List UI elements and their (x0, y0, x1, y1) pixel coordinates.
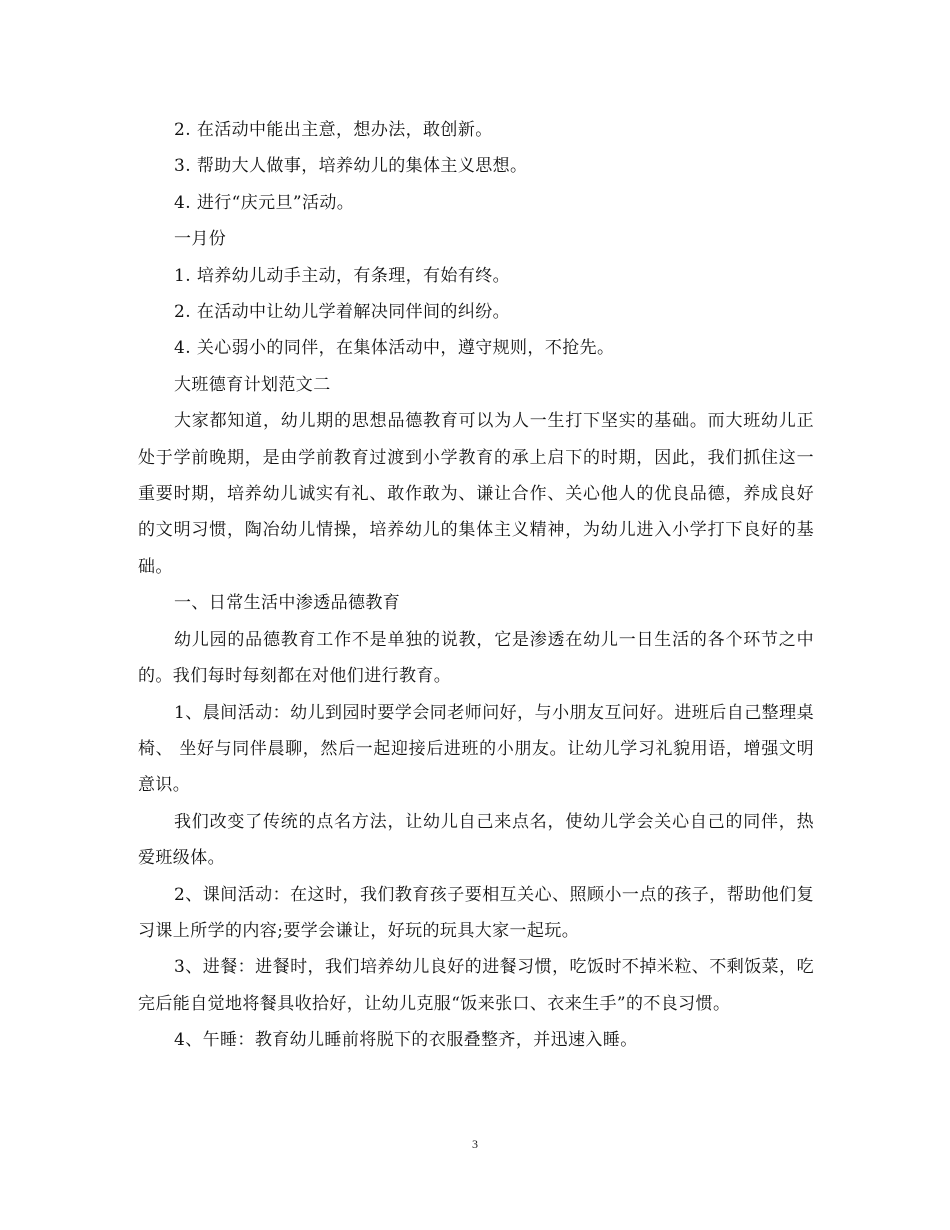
section-heading: 一、日常生活中渗透品德教育 (174, 593, 401, 614)
paragraph: 4、午睡：教育幼儿睡前将脱下的衣服叠整齐，并迅速入睡。 (174, 1030, 638, 1051)
document-body (138, 112, 814, 1059)
paragraph: 1、晨间活动：幼儿到园时要学会同老师问好，与小朋友互问好。进班后自己整理桌椅、 坐好与同伴晨聊，然后一起迎接后进班的小朋友。让幼儿学习礼貌用语，增强文明意识。 (138, 702, 814, 796)
paragraph: 2. 在活动中能出主意，想办法，敢创新。 (174, 120, 493, 140)
paragraph: 1. 培养幼儿动手主动，有条理，有始有终。 (174, 265, 511, 286)
page-number: 3 (472, 1137, 478, 1151)
paragraph: 我们改变了传统的点名方法，让幼儿自己来点名，使幼儿学会关心自己的同伴，热爱班级体。 (138, 811, 814, 869)
paragraph: 幼儿园的品德教育工作不是单独的说教，它是渗透在幼儿一日生活的各个环节之中的。我们每时每刻都在对他们进行教育。 (138, 629, 814, 687)
paragraph: 4. 进行“庆元旦”活动。 (174, 192, 355, 213)
section-heading: 一月份 (174, 229, 227, 250)
section-heading: 大班德育计划范文二 (174, 374, 331, 395)
paragraph: 2. 在活动中让幼儿学着解决同伴间的纠纷。 (174, 302, 511, 323)
paragraph: 3、进餐：进餐时，我们培养幼儿良好的进餐习惯，吃饭时不掉米粒、不剩饭菜，吃完后能自觉地将餐具收拾好，让幼儿克服“饭来张口、衣来生手”的不良习惯。 (138, 957, 814, 1014)
paragraph: 3. 帮助大人做事，培养幼儿的集体主义思想。 (174, 156, 528, 177)
paragraph: 4. 关心弱小的同伴，在集体活动中，遵守规则，不抢先。 (174, 338, 615, 359)
paragraph: 2、课间活动：在这时，我们教育孩子要相互关心、照顾小一点的孩子，帮助他们复习课上所学的内容;要学会谦让，好玩的玩具大家一起玩。 (138, 884, 814, 941)
paragraph: 大家都知道，幼儿期的思想品德教育可以为人一生打下坚实的基础。而大班幼儿正处于学前晚期，是由学前教育过渡到小学教育的承上启下的时期，因此，我们抓住这一重要时期，培养幼儿诚实有礼、敢作敢为、谦让合作、关心他人的优良品德，养成良好的文明习惯，陶冶幼儿情操，培养幼儿的集体主义精神，为幼儿进入小学打下良好的基础。 (138, 411, 814, 577)
